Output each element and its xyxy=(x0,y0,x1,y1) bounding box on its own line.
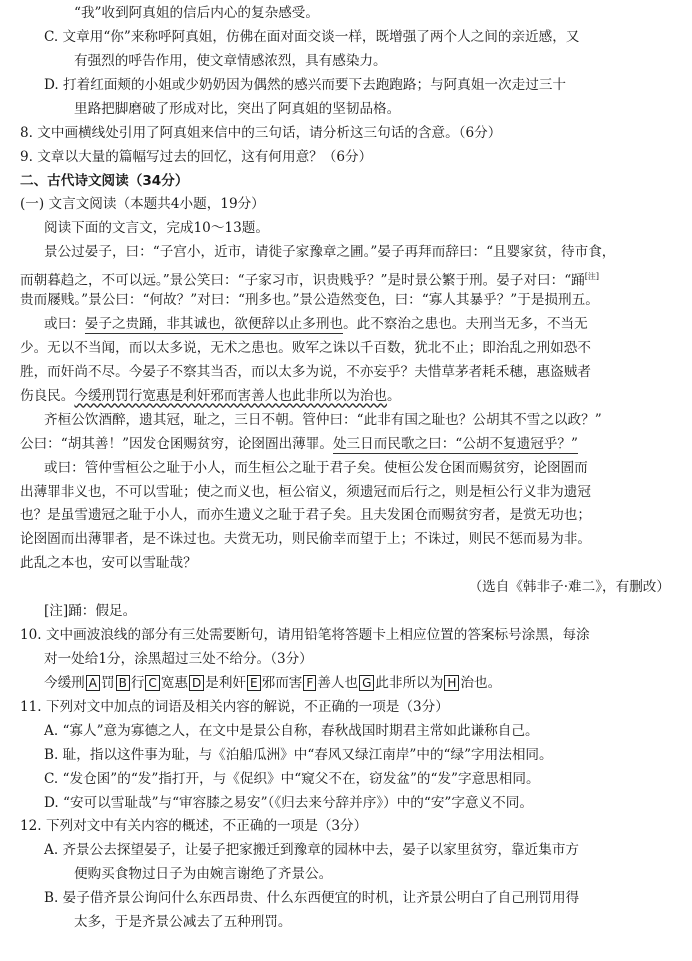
passage-p1-line1: 景公过晏子，曰：“子宫小，近市，请徙子家豫章之圃。”晏子再拜而辞曰：“且婴家贫，待市食， xyxy=(44,244,616,261)
question-12-option-b-line2: 太多，于是齐景公减去了五种刑罚。 xyxy=(74,914,292,931)
question-11-option-a: A. “寡人”意为寡德之人，在文中是景公自称，春秋战国时期君主常如此谦称自己。 xyxy=(44,722,539,739)
question-12-option-a-line2: 便购买食物过日子为由婉言谢绝了齐景公。 xyxy=(74,866,333,883)
underlined-sentence-1: 晏子之贵踊，非其诚也，欲便辞以止多刑也 xyxy=(84,316,344,332)
passage-p4-line1: 或曰：管仲雪桓公之耻于小人，而生桓公之耻于君子矣。使桓公发仓囷而赐贫穷，论囹圄而 xyxy=(44,459,588,476)
passage-p4-line4: 论囹圄而出薄罪者，是不诛过也。夫赏无功，则民偷幸而望于上；不诛过，则民不惩而易为非。 xyxy=(20,531,591,548)
answer-box-a[interactable]: A xyxy=(86,675,100,691)
p3-line2-text: 公曰：“胡其善！”因发仓囷赐贫穷，论囹圄出薄罪。 xyxy=(20,435,333,452)
passage-note: [注]踊：假足。 xyxy=(44,603,137,620)
passage-p2-line4 xyxy=(20,387,401,406)
segment: 今缓刑 xyxy=(44,674,85,691)
passage-p2-line2: 少。无以不当闻，而以太多说，无术之患也。败军之诛以千百数，犹北不止；即治乱之刑如恐不 xyxy=(20,339,591,356)
answer-box-d[interactable]: D xyxy=(189,675,204,691)
section-2-title: 二、古代诗文阅读（34分） xyxy=(20,172,189,189)
question-12-option-b-line1: B. 晏子借齐景公询问什么东西昂贵、什么东西便宜的时机，让齐景公明白了自己刑罚用得 xyxy=(44,890,580,907)
passage-p4-line3: 也？是虽雪遗冠之耻于小人，而亦生遗义之耻于君子矣。且夫发囷仓而赐贫穷者，是赏无功也； xyxy=(20,507,591,524)
answer-box-c[interactable]: C xyxy=(145,675,159,691)
answer-box-e[interactable]: E xyxy=(247,675,261,691)
question-8: 8. 文中画横线处引用了阿真姐来信中的三句话，请分析这三句话的含意。（6分） xyxy=(20,124,502,141)
p2-line4-end: 。 xyxy=(387,387,401,404)
answer-box-f[interactable]: F xyxy=(303,675,316,691)
answer-box-g[interactable]: G xyxy=(359,675,374,691)
passage-p4-line5: 此乱之本也，安可以雪耻哉？ xyxy=(20,555,197,572)
passage-p3-line2 xyxy=(20,435,578,454)
question-11-option-c: C. “发仓囷”的“发”指打开，与《促织》中“窥父不在，窃发盆”的“发”字意思相同。 xyxy=(44,770,540,787)
wavy-underlined-sentence: 今缓刑罚行宽惠是利奸邪而害善人也此非所以为治也 xyxy=(74,387,388,404)
q7-option-d-line2: 里路把脚磨破了形成对比，突出了阿真姐的坚韧品格。 xyxy=(74,100,401,117)
passage-p2-line3: 胜，而奸尚不尽。今晏子不察其当否，而以太多为说，不亦妄乎？夫惜草茅者耗禾穗，惠盗贼者 xyxy=(20,363,591,380)
segment: 宽惠 xyxy=(160,674,188,691)
segment: 行 xyxy=(130,674,145,691)
segment: 此非所以为 xyxy=(375,674,444,691)
answer-box-h[interactable]: H xyxy=(444,675,459,691)
question-10-answer-boxes xyxy=(44,674,501,693)
question-11-option-d: D. “安可以雪耻哉”与“审容膝之易安”（《归去来兮辞并序》）中的“安”字意义不同。 xyxy=(44,794,533,811)
note-marker: [注] xyxy=(584,272,599,282)
passage-p1-line2-text: 而朝暮趋之，不可以远。”景公笑曰：“子家习市，识贵贱乎？”是时景公繁于刑。晏子对曰：“踊 xyxy=(20,272,585,289)
q7-option-d-line1: D. 打着红面颊的小姐或少奶奶因为偶然的感兴而要下去跑跑路；与阿真姐一次走过三十 xyxy=(44,76,567,93)
segment: 治也。 xyxy=(460,674,502,691)
passage-p1-line2 xyxy=(20,267,599,291)
passage-source: （选自《韩非子·难二》，有删改） xyxy=(468,579,670,596)
passage-p1-line3: 贵而屦贱。”景公曰：“何故？”对曰：“刑多也。”景公造然变色，曰：“寡人其暴乎？”于是损刑五。 xyxy=(20,292,599,309)
question-9: 9. 文章以大量的篇幅写过去的回忆，这有何用意？（6分） xyxy=(20,148,373,165)
passage-instruction: 阅读下面的文言文，完成10～13题。 xyxy=(44,220,269,237)
question-12-stem: 12. 下列对文中有关内容的概述，不正确的一项是（3分） xyxy=(20,818,368,835)
segment: 善人也 xyxy=(317,674,359,691)
segment: 罚 xyxy=(101,674,115,691)
segment: 邪而害 xyxy=(261,674,303,691)
q7-option-c-line1: C. 文章用“你”来称呼阿真姐，仿佛在面对面交谈一样，既增强了两个人之间的亲近感，又 xyxy=(44,28,580,45)
question-11-stem: 11. 下列对文中加点的词语及相关内容的解说，不正确的一项是（3分） xyxy=(20,698,449,715)
question-10-line2: 对一处给1分，涂黑超过三处不给分。（3分） xyxy=(44,650,313,667)
p2-prefix: 或曰： xyxy=(44,316,85,332)
p2-line1-rest: 。此不察治之患也。夫刑当无多，不当无 xyxy=(343,316,588,332)
question-12-option-a-line1: A. 齐景公去探望晏子，让晏子把家搬迁到豫章的园林中去，晏子以家里贫穷，靠近集市方 xyxy=(44,842,580,859)
q7-option-c-line2: 有强烈的呼告作用，使文章情感浓烈，具有感染力。 xyxy=(74,52,387,69)
answer-box-b[interactable]: B xyxy=(116,675,130,691)
question-11-option-b: B. 耻，指以这件事为耻，与《泊船瓜洲》中“春风又绿江南岸”中的“绿”字用法相同。 xyxy=(44,746,553,763)
segment: 是利奸 xyxy=(205,674,247,691)
underlined-sentence-2: 处三日而民歌之曰：“公胡不复遗冠乎？” xyxy=(332,435,578,452)
p2-line4-prefix: 伤良民。 xyxy=(20,387,75,404)
passage-p4-line2: 出薄罪非义也，不可以雪耻；使之而义也，桓公宿义，须遗冠而后行之，则是桓公行义非为遗冠 xyxy=(20,483,591,500)
q7-option-b-tail: “我”收到阿真姐的信后内心的复杂感受。 xyxy=(74,5,319,21)
passage-p3-line1: 齐桓公饮酒醉，遗其冠，耻之，三日不朝。管仲曰：“此非有国之耻也？公胡其不雪之以政？” xyxy=(44,411,602,428)
question-10-line1: 10. 文中画波浪线的部分有三处需要断句，请用铅笔将答题卡上相应位置的答案标号涂黑，每涂 xyxy=(20,627,590,643)
passage-p2-line1 xyxy=(44,315,588,334)
section-2-1-title: (一) 文言文阅读（本题共4小题，19分） xyxy=(20,196,265,213)
